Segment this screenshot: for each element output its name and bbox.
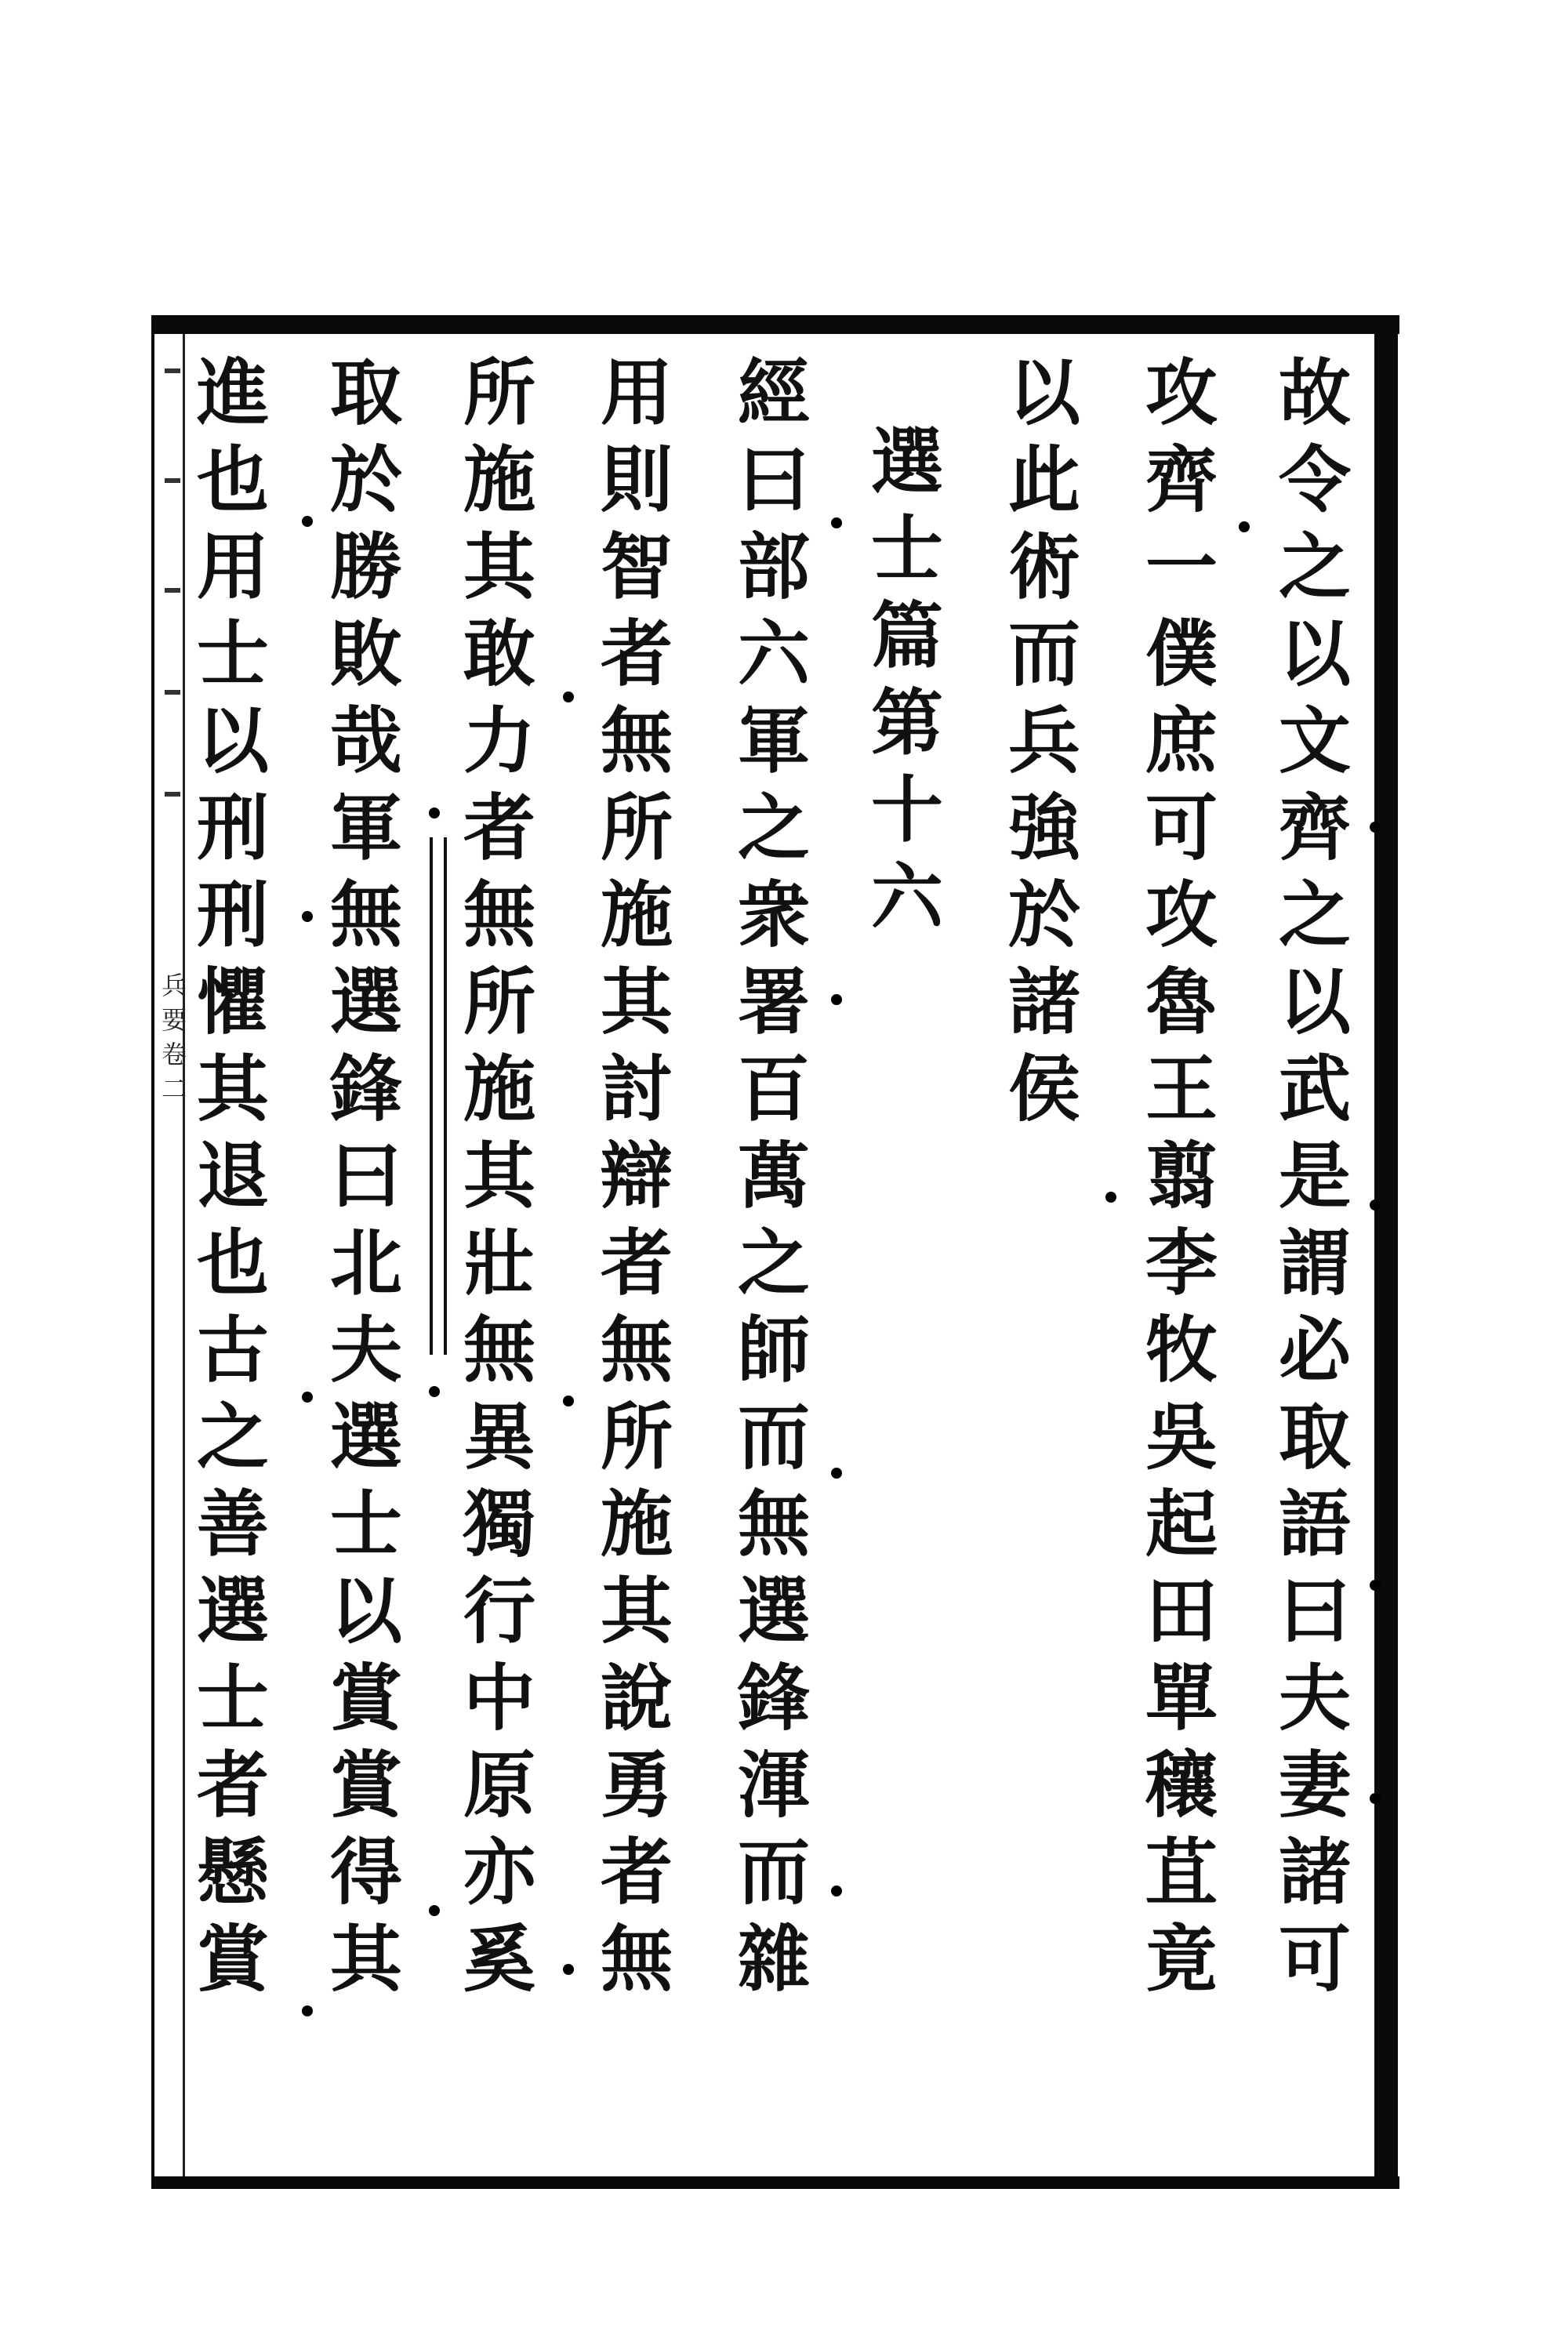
punctuation-dot [831,994,842,1005]
punctuation-dot [563,691,574,702]
frame-left-border [151,315,154,2189]
punctuation-dot [563,1964,574,1975]
frame-top-border [151,315,1399,334]
punctuation-dot [302,1392,313,1403]
punctuation-dot [831,517,842,528]
text-column-7: 所施其敢力者無所施其壯無異獨行中原亦奚 [452,354,536,2008]
text-column-2: 攻齊一僕庶可攻魯王翦李牧吳起田單穰苴竟 [1134,354,1218,2008]
text-column-9: 進也用士以刑刑懼其退也古之善選士者懸賞 [185,354,270,2008]
punctuation-dot [429,1905,440,1916]
text-column-5: 經曰部六軍之衆署百萬之師而無選鋒渾而雜 [726,354,811,2008]
punctuation-dot [1239,521,1250,532]
punctuation-dot [302,516,313,527]
punctuation-dot [1370,1200,1381,1210]
margin-mark [165,588,180,593]
punctuation-dot [1370,1793,1381,1804]
punctuation-dot [1370,822,1381,833]
punctuation-dot [1105,1192,1116,1203]
margin-mark [165,690,180,695]
text-column-3: 以此術而兵強於諸侯 [996,354,1081,1138]
margin-mark [165,792,180,797]
double-rule-right [444,837,447,1355]
punctuation-dot [1370,1580,1381,1591]
punctuation-dot [831,1468,842,1479]
punctuation-dot [302,911,313,922]
punctuation-dot [429,1386,440,1397]
text-column-8: 取於勝敗哉軍無選鋒曰北夫選士以賞賞得其 [318,354,403,2008]
chapter-title: 選士篇第十六 [859,423,944,946]
margin-mark [165,478,180,483]
margin-text: 兵要卷二 [158,972,187,1110]
margin-mark [165,368,180,373]
text-column-1: 故令之以文齊之以武是謂必取語曰夫妻諸可 [1267,354,1352,2008]
frame-right-border [1374,315,1398,2189]
punctuation-dot [429,808,440,818]
text-column-6: 用則智者無所施其討辯者無所施其說勇者無 [589,354,673,2008]
punctuation-dot [831,1886,842,1896]
punctuation-dot [563,1396,574,1406]
double-rule-left [430,837,433,1355]
punctuation-dot [302,2005,313,2016]
